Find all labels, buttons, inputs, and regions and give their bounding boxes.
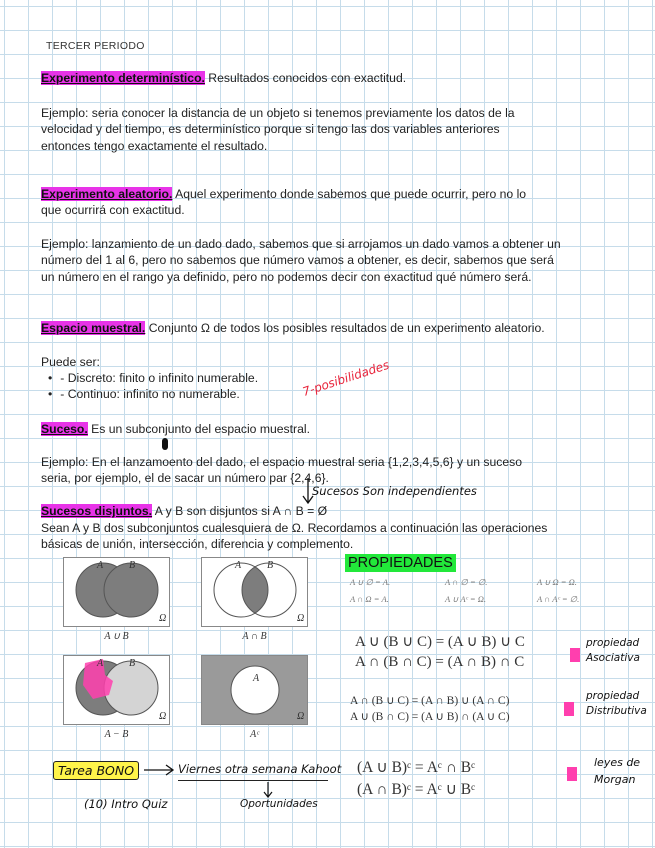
kahoot-note: Viernes otra semana Kahoot <box>178 762 342 776</box>
handwritten-sucesos: Sucesos Son independientes <box>312 484 477 498</box>
venn-label-b: B <box>129 658 136 669</box>
venn-label-a: A <box>235 560 242 571</box>
homework-bonus-note: Tarea BONO <box>53 761 139 780</box>
handwritten-arrow <box>262 780 274 800</box>
handwritten-arrow <box>300 476 316 506</box>
venn-caption-union: A ∪ B <box>104 631 129 642</box>
properties-title: PROPIEDADES <box>345 554 456 572</box>
deterministic-text: Resultados conocidos con exactitud. <box>204 71 407 85</box>
disjoint-text: A y B son disjuntos si A ∩ B = Ø <box>152 504 328 518</box>
venn-label-omega: Ω <box>159 711 167 722</box>
quiz-note: (10) Intro Quiz <box>84 797 168 811</box>
morgan-laws <box>357 757 475 801</box>
morgan-intersection: (A ∩ B)ᶜ = Aᶜ ∪ Bᶜ <box>357 781 476 798</box>
sample-space-intro: Puede ser: <box>41 355 100 369</box>
venn-caption-complement: Aᶜ <box>250 729 259 740</box>
basic-property: A ∩ Ω = A. <box>350 594 389 604</box>
disjoint-operations-text: Sean A y B dos subconjuntos cualesquiera de Ω. Recordamos a continuación las operaciones básicas de unión, intersección, diferencia y complemento. <box>41 521 548 552</box>
handwritten-arrow <box>142 760 178 780</box>
basic-property: A ∪ Aᶜ = Ω. <box>445 594 487 604</box>
random-text: Aquel experimento donde sabemos que puede ocurrir, pero no lo que ocurrirá con exactitud. <box>41 187 527 218</box>
deterministic-definition <box>41 70 581 86</box>
associative-intersection: A ∩ (B ∩ C) = (A ∩ B) ∩ C <box>355 654 525 670</box>
event-text: Es un subconjunto del espacio muestral. <box>87 422 310 436</box>
label-associative: propiedad Asociativa <box>586 637 640 664</box>
associative-union: A ∪ (B ∪ C) = (A ∪ B) ∪ C <box>355 634 525 650</box>
event-example: Ejemplo: En el lanzamoento del dado, el espacio muestral seria {1,2,3,4,5,6} y un suceso seria, por ejemplo, el de sacar un número par {2,4,6}. <box>41 455 523 486</box>
event-term: Suceso. <box>41 422 88 436</box>
morgan-union: (A ∪ B)ᶜ = Aᶜ ∩ Bᶜ <box>357 759 476 776</box>
venn-label-omega: Ω <box>297 711 305 722</box>
ink-dot <box>162 438 168 450</box>
venn-difference <box>63 655 170 725</box>
opportunities-note: Oportunidades <box>240 798 318 810</box>
basic-property: A ∪ Ω = Ω. <box>537 577 577 587</box>
distributive-intersection: A ∩ (B ∪ C) = (A ∩ B) ∪ (A ∩ C) <box>350 695 510 707</box>
label-distributive: propiedad Distributiva <box>586 690 647 717</box>
venn-intersection <box>201 557 308 627</box>
list-item: • - Discreto: finito o infinito numerable. <box>48 370 258 386</box>
sample-space-list <box>48 370 258 403</box>
deterministic-term: Experimento determinístico. <box>41 71 205 85</box>
venn-complement <box>201 655 308 725</box>
venn-label-a: A <box>97 658 104 669</box>
random-example: Ejemplo: lanzamiento de un dado dado, sabemos que si arrojamos un dado vamos a obtener un número del 1 al 6, pero no sabemos que número vamos a obtener, es decir, sabemos que será un número en el rango ya definido, pero no podemos decir con exactitud qué número será. <box>41 237 561 284</box>
event-definition <box>41 421 441 437</box>
underline-divider <box>178 780 328 781</box>
venn-caption-difference: A − B <box>104 729 129 740</box>
sample-space-text: Conjunto Ω de todos los posibles resultados de un experimento aleatorio. <box>145 321 545 335</box>
venn-label-b: B <box>129 560 136 571</box>
list-item: • - Continuo: infinito no numerable. <box>48 386 258 402</box>
venn-label-a: A <box>97 560 104 571</box>
venn-label-omega: Ω <box>159 613 167 624</box>
handwritten-posibilidades: 7-posibilidades <box>300 357 391 399</box>
random-term: Experimento aleatorio. <box>41 187 173 201</box>
venn-label-omega: Ω <box>297 613 305 624</box>
venn-union <box>63 557 170 627</box>
pink-tag <box>567 767 577 781</box>
venn-label-a: A <box>253 673 260 684</box>
sample-space-term: Espacio muestral. <box>41 321 146 335</box>
venn-caption-intersection: A ∩ B <box>242 631 267 642</box>
associative-laws <box>355 632 525 672</box>
basic-property: A ∪ ∅ = A. <box>350 577 391 587</box>
pink-tag <box>564 702 574 716</box>
page-title: TERCER PERIODO <box>46 40 145 52</box>
basic-property: A ∩ ∅ = ∅. <box>445 577 488 587</box>
deterministic-example: Ejemplo: seria conocer la distancia de un objeto si tenemos previamente los datos de la velocidad y del tiempo, es determinístico porque si tengo las dos variables anteriores entonces tengo exactamente el resultado. <box>41 106 515 153</box>
disjoint-definition <box>41 503 601 519</box>
random-definition <box>41 186 546 219</box>
distributive-union: A ∪ (B ∩ C) = (A ∪ B) ∩ (A ∪ C) <box>350 711 510 723</box>
sample-space-definition <box>41 320 601 336</box>
basic-property: A ∩ Aᶜ = ∅. <box>537 594 580 604</box>
distributive-laws <box>350 693 510 725</box>
label-morgan: leyes de Morgan <box>594 756 641 786</box>
venn-label-b: B <box>267 560 274 571</box>
pink-tag <box>570 648 580 662</box>
disjoint-term: Sucesos disjuntos. <box>41 504 153 518</box>
